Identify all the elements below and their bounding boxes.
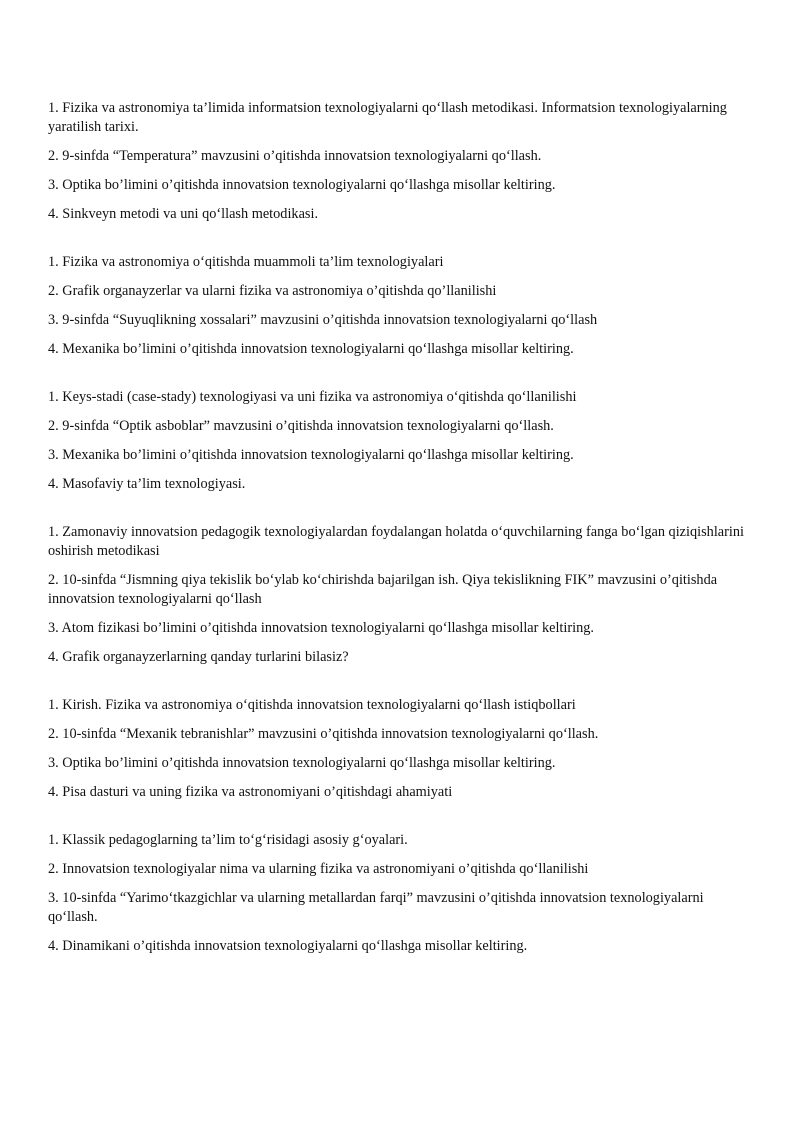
question-group-1 (48, 99, 748, 224)
question-item: 1. Keys-stadi (case-stady) texnologiyasi va uni fizika va astronomiya o‘qitishda qo‘llanilishi (48, 389, 577, 405)
question-item: 4. Dinamikani o’qitishda innovatsion texnologiyalarni qo‘llashga misollar keltiring. (48, 938, 528, 954)
question-item: 1. Zamonaviy innovatsion pedagogik texnologiyalardan foydalangan holatda o‘quvchilarning fanga bo‘lgan qiziqishlarini oshirish metodikasi (48, 524, 744, 559)
question-group-3 (48, 388, 748, 494)
question-item: 4. Pisa dasturi va uning fizika va astronomiyani o’qitishdagi ahamiyati (48, 784, 453, 800)
question-item: 3. 10-sinfda “Yarimo‘tkazgichlar va ularning metallardan farqi” mavzusini o’qitishda innovatsion texnologiyalarni qo‘llash. (48, 890, 704, 925)
question-item: 3. 9-sinfda “Suyuqlikning xossalari” mavzusini o’qitishda innovatsion texnologiyalarni qo‘llash (48, 312, 598, 328)
document-page (48, 99, 748, 985)
question-item: 1. Fizika va astronomiya o‘qitishda muammoli ta’lim texnologiyalari (48, 254, 444, 270)
question-group-6 (48, 831, 748, 956)
question-item: 2. 10-sinfda “Jismning qiya tekislik bo‘ylab ko‘chirishda bajarilgan ish. Qiya tekislikning FIK” mavzusini o’qitishda innovatsion texnologiyalarni qo‘llash (48, 572, 718, 607)
question-item: 1. Kirish. Fizika va astronomiya o‘qitishda innovatsion texnologiyalarni qo‘llash istiqbollari (48, 697, 576, 713)
question-item: 3. Mexanika bo’limini o’qitishda innovatsion texnologiyalarni qo‘llashga misollar keltiring. (48, 447, 574, 463)
question-item: 2. 9-sinfda “Temperatura” mavzusini o’qitishda innovatsion texnologiyalarni qo‘llash. (48, 148, 542, 164)
question-group-5 (48, 696, 748, 802)
question-item: 4. Masofaviy ta’lim texnologiyasi. (48, 476, 246, 492)
question-item: 2. 9-sinfda “Optik asboblar” mavzusini o’qitishda innovatsion texnologiyalarni qo‘llash. (48, 418, 554, 434)
question-item: 2. 10-sinfda “Mexanik tebranishlar” mavzusini o’qitishda innovatsion texnologiyalarni qo‘llash. (48, 726, 599, 742)
question-item: 3. Optika bo’limini o’qitishda innovatsion texnologiyalarni qo‘llashga misollar keltiring. (48, 755, 556, 771)
question-item: 4. Grafik organayzerlarning qanday turlarini bilasiz? (48, 649, 349, 665)
question-group-2 (48, 253, 748, 359)
question-item: 3. Atom fizikasi bo’limini o’qitishda innovatsion texnologiyalarni qo‘llashga misollar keltiring. (48, 620, 594, 636)
question-item: 4. Sinkveyn metodi va uni qo‘llash metodikasi. (48, 206, 319, 222)
question-item: 2. Grafik organayzerlar va ularni fizika va astronomiya o’qitishda qo’llanilishi (48, 283, 497, 299)
question-item: 2. Innovatsion texnologiyalar nima va ularning fizika va astronomiyani o’qitishda qo‘llanilishi (48, 861, 589, 877)
question-item: 3. Optika bo’limini o’qitishda innovatsion texnologiyalarni qo‘llashga misollar keltiring. (48, 177, 556, 193)
question-group-4 (48, 523, 748, 667)
question-item: 1. Fizika va astronomiya ta’limida informatsion texnologiyalarni qo‘llash metodikasi. Informatsion texnologiyalarning yaratilish tarixi. (48, 100, 727, 135)
question-item: 4. Mexanika bo’limini o’qitishda innovatsion texnologiyalarni qo‘llashga misollar keltiring. (48, 341, 574, 357)
question-item: 1. Klassik pedagoglarning ta’lim to‘g‘risidagi asosiy g‘oyalari. (48, 832, 408, 848)
